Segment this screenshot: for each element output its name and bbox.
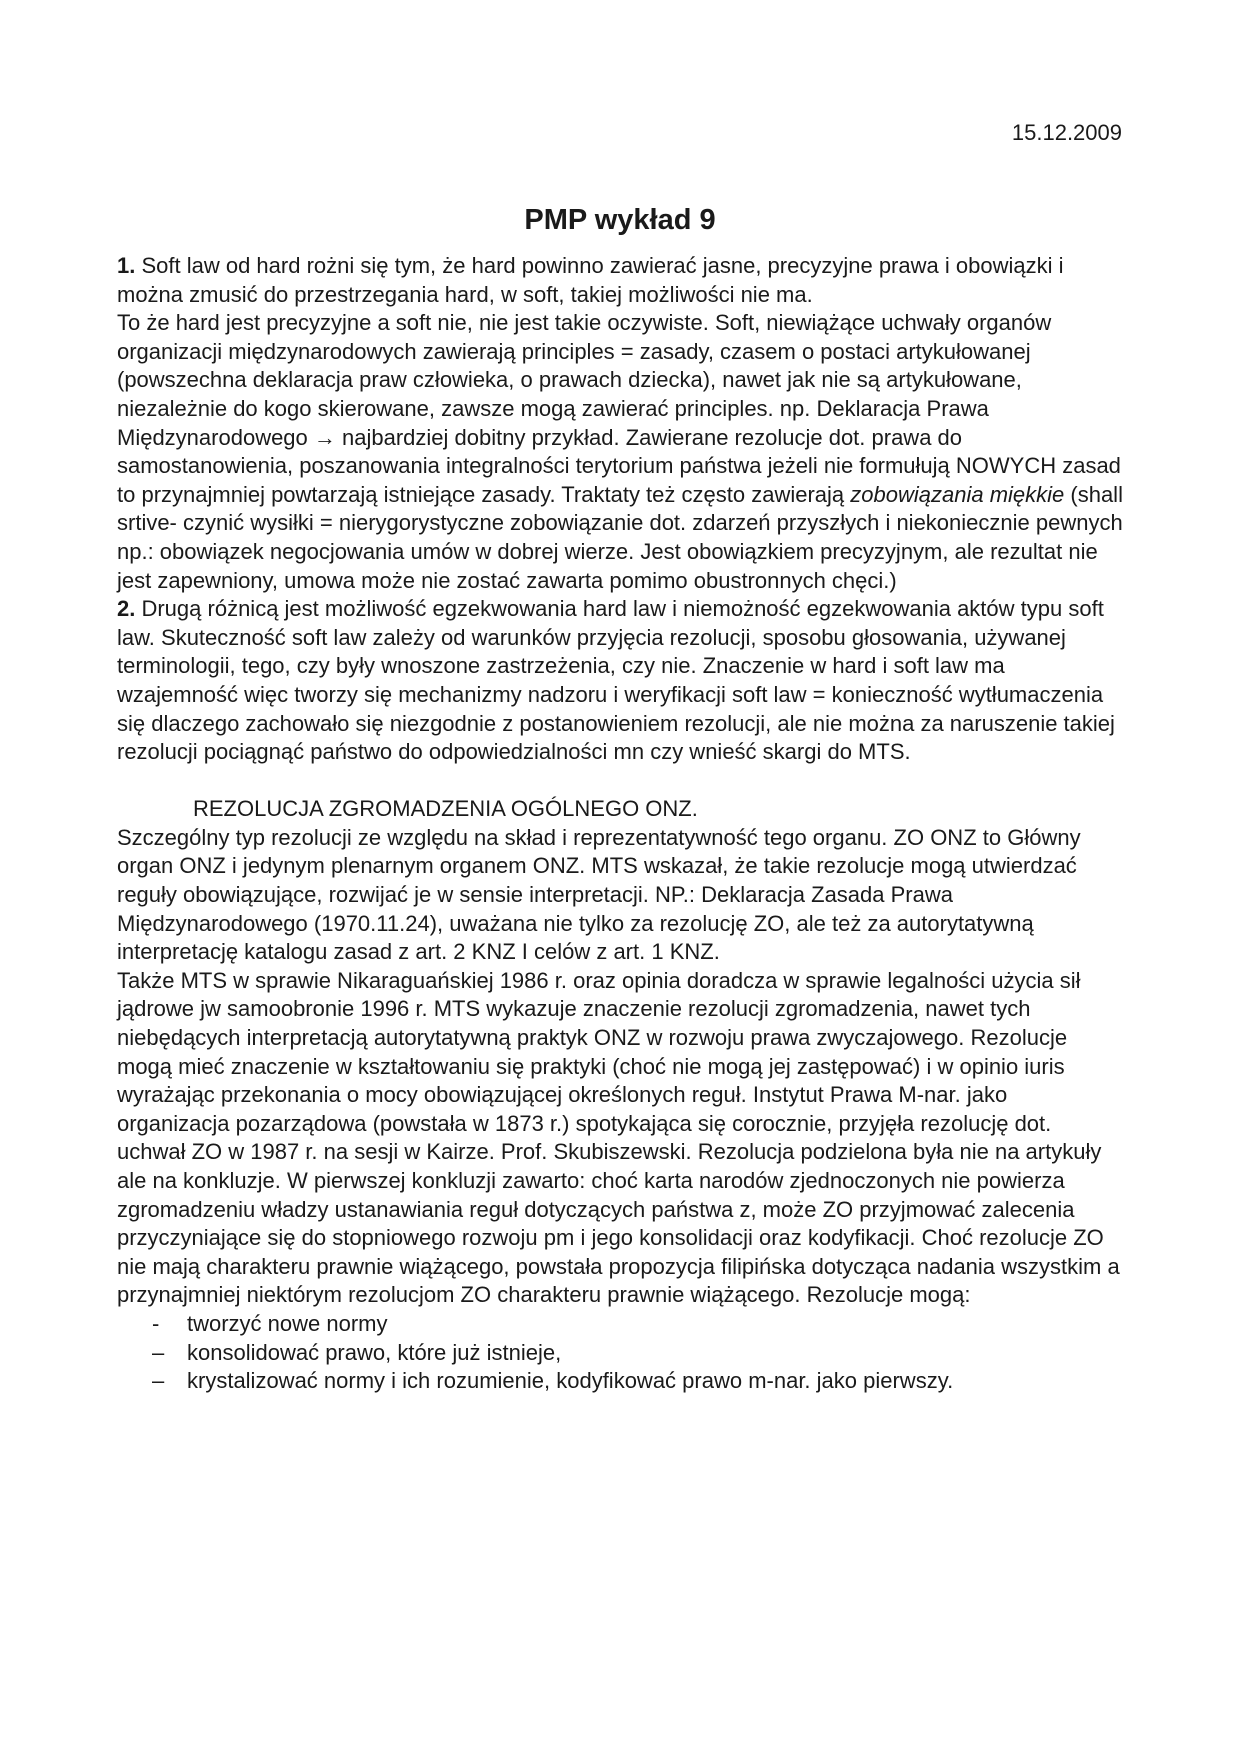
section-1-paragraph-2 — [117, 309, 1125, 595]
list-item — [117, 1367, 1125, 1396]
resolutions-list — [117, 1310, 1125, 1396]
section-1-para2-italic: zobowiązania miękkie — [850, 481, 1065, 507]
list-bullet: – — [152, 1368, 165, 1394]
list-item-text: konsolidować prawo, które już istnieje, — [187, 1339, 562, 1365]
section-1-paragraph-1 — [117, 252, 1125, 309]
section-1-para2-before: To że hard jest precyzyjne a soft nie, nie jest takie oczywiste. Soft, niewiążące uchwały organów organizacji międzynarodowych zawierają principles = zasady, czasem o postaci artykułowanej (powszechna deklaracja praw człowieka, o prawach dziecka), nawet jak nie są artykułowane, niezależnie do kogo skierowane, zawsze mogą zawierać principles. np. Deklaracja Prawa Międzynarodowego → najbardziej dobitny przykład. Zawierane rezolucje dot. prawa do samostanowienia, poszanowania integralności terytorium państwa jeżeli nie formułują NOWYCH zasad to przynajmniej powtarzają istniejące zasady. Traktaty też często zawierają — [117, 310, 1121, 507]
list-item — [117, 1310, 1125, 1339]
section-2-number: 2. — [117, 596, 136, 622]
section-3-paragraph-1: Szczególny typ rezolucji ze względu na skład i reprezentatywność tego organu. ZO ONZ to Główny organ ONZ i jedynym plenarnym organem ONZ. MTS wskazał, że takie rezolucje mogą utwierdzać reguły obowiązujące, rozwijać je w sensie interpretacji. NP.: Deklaracja Zasada Prawa Międzynarodowego (1970.11.24), uważana nie tylko za rezolucję ZO, ale też za autorytatywną interpretację katalogu zasad z art. 2 KNZ I celów z art. 1 KNZ. — [117, 824, 1081, 965]
blank-line — [117, 767, 1125, 796]
document-title: PMP wykład 9 — [524, 204, 716, 236]
list-item-text: tworzyć nowe normy — [187, 1310, 388, 1336]
section-3-heading: REZOLUCJA ZGROMADZENIA OGÓLNEGO ONZ. — [193, 796, 698, 822]
list-item-text: krystalizować normy i ich rozumienie, kodyfikować prawo m-nar. jako pierwszy. — [187, 1368, 954, 1394]
section-3-paragraph-2: Także MTS w sprawie Nikaraguańskiej 1986 r. oraz opinia doradcza w sprawie legalności użycia sił jądrowe jw samoobronie 1996 r. MTS wykazuje znaczenie rezolucji zgromadzenia, nawet tych niebędących interpretacją autorytatywną praktyk ONZ w rozwoju prawa zwyczajowego. Rezolucje mogą mieć znaczenie w kształtowaniu się praktyki (choć nie mogą jej zastępować) i w opinio iuris wyrażając przekonania o mocy obowiązującej określonych reguł. Instytut Prawa M-nar. jako organizacja pozarządowa (powstała w 1873 r.) spotykająca się corocznie, przyjęła rezolucję dot. uchwał ZO w 1987 r. na sesji w Kairze. Prof. Skubiszewski. Rezolucja podzielona była nie na artykuły ale na konkluzje. W pierwszej konkluzji zawarto: choć karta narodów zjednoczonych nie powierza zgromadzeniu władzy ustanawiania reguł dotyczących państwa z, może ZO przyjmować zalecenia przyczyniające się do stopniowego rozwoju pm i jego konsolidacji oraz kodyfikacji. Choć rezolucje ZO nie mają charakteru prawnie wiążącego, powstała propozycja filipińska dotycząca nadania wszystkim a przynajmniej niektórym rezolucjom ZO charakteru prawnie wiążącego. Rezolucje mogą: — [117, 967, 1120, 1308]
section-1-para2-after: (shall srtive- czynić wysiłki = nierygorystyczne zobowiązanie dot. zdarzeń przyszłych i niekoniecznie pewnych np.: obowiązek negocjowania umów w dobrej wierze. Jest obowiązkiem precyzyjnym, ale rezultat nie jest zapewniony, umowa może nie zostać zawarta pomimo obustronnych chęci.) — [117, 481, 1123, 593]
section-2-paragraph — [117, 595, 1125, 767]
section-2-text: Drugą różnicą jest możliwość egzekwowania hard law i niemożność egzekwowania aktów typu soft law. Skuteczność soft law zależy od warunków przyjęcia rezolucji, sposobu głosowania, używanej terminologii, tego, czy były wnoszone zastrzeżenia, czy nie. Znaczenie w hard i soft law ma wzajemność więc tworzy się mechanizmy nadzoru i weryfikacji soft law = konieczność wytłumaczenia się dlaczego zachowało się niezgodnie z postanowieniem rezolucji, ale nie można za naruszenie takiej rezolucji pociągnąć państwo do odpowiedzialności mn czy wnieść skargi do MTS. — [117, 596, 1115, 765]
list-bullet: – — [152, 1339, 165, 1365]
list-item — [117, 1339, 1125, 1368]
section-1-number: 1. — [117, 253, 136, 278]
section-1-text: Soft law od hard rożni się tym, że hard powinno zawierać jasne, precyzyjne prawa i obowiązki i można zmusić do przestrzegania hard, w soft, takiej możliwości nie ma. — [117, 253, 1064, 307]
document-date: 15.12.2009 — [1011, 120, 1122, 145]
document-body — [117, 252, 1125, 1396]
list-bullet: - — [152, 1310, 160, 1336]
